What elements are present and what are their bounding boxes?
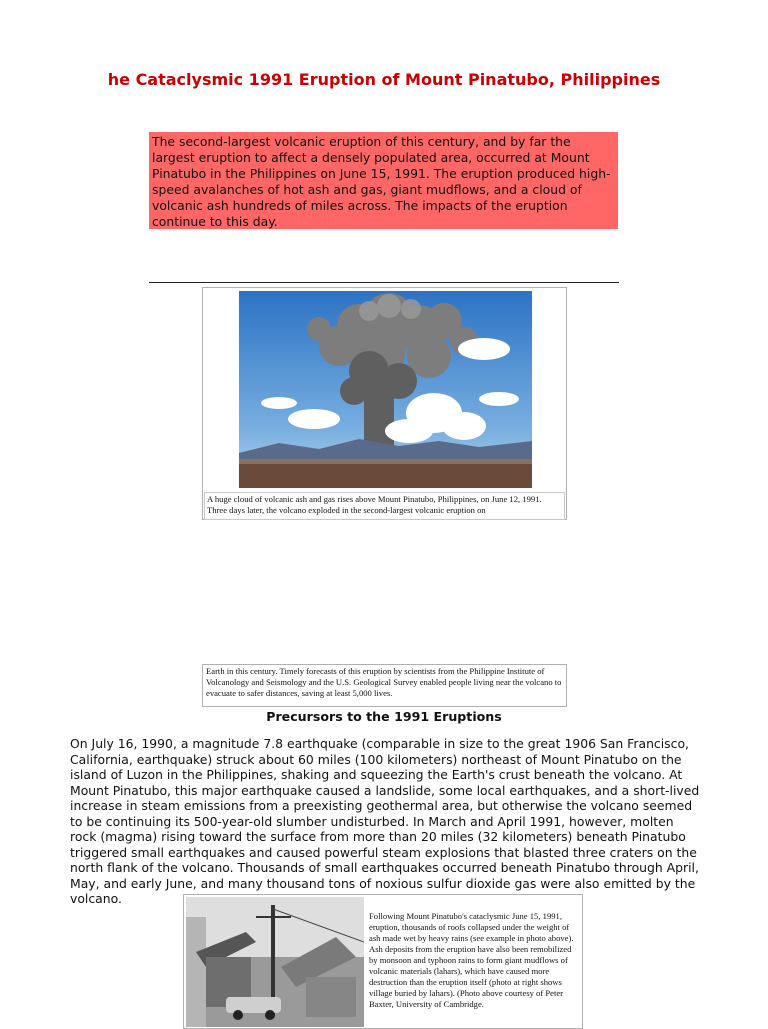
eruption-cloud-photo xyxy=(239,291,532,488)
collapsed-roofs-figure xyxy=(183,894,583,1029)
horizontal-divider xyxy=(149,282,619,283)
collapsed-roofs-photo xyxy=(186,897,364,1027)
section-heading: Precursors to the 1991 Eruptions xyxy=(266,709,502,724)
intro-summary-box: The second-largest volcanic eruption of this century, and by far the largest eruption to affect a densely populated area, occurred at Mount Pinatubo in the Philippines on June 15, 1991. The eruption produced high-speed avalanches of hot ash and gas, giant mudflows, and a cloud of volcanic ash hundreds of miles across. The impacts of the eruption continue to this day. xyxy=(149,132,618,229)
eruption-photo-figure xyxy=(202,287,567,520)
body-paragraph: On July 16, 1990, a magnitude 7.8 earthquake (comparable in size to the great 1906 San Francisco, California, earthquake) struck about 60 miles (100 kilometers) northeast of Mount Pinatubo on the island of Luzon in the Philippines, shaking and squeezing the Earth's crust beneath the volcano. At Mount Pinatubo, this major earthquake caused a landslide, some local earthquakes, and a short-lived increase in steam emissions from a preexisting geothermal area, but otherwise the volcano seemed to be continuing its 500-year-old slumber undisturbed. In March and April 1991, however, molten rock (magma) rising toward the surface from more than 20 miles (32 kilometers) beneath Pinatubo triggered small earthquakes and caused powerful steam explosions that blasted three craters on the north flank of the volcano. Thousands of small earthquakes occurred beneath Pinatubo through April, May, and early June, and many thousand tons of noxious sulfur dioxide gas were also emitted by the volcano. xyxy=(70,736,700,906)
page-title: he Cataclysmic 1991 Eruption of Mount Pinatubo, Philippines xyxy=(107,70,661,89)
figure-caption: Following Mount Pinatubo's cataclysmic June 15, 1991, eruption, thousands of roofs collapsed under the weight of ash made wet by heavy rains (see example in photo above). Ash deposits from the eruption have also been remobilized by monsoon and typhoon rains to form giant mudflows of volcanic materials (lahars), which have caused more destruction than the eruption itself (photo at right shows village buried by lahars). (Photo above courtesy of Peter Baxter, University of Cambridge. xyxy=(369,911,574,1009)
figure-caption-continuation: Earth in this century. Timely forecasts of this eruption by scientists from the Philippine Institute of Volcanology and Seismology and the U.S. Geological Survey enabled people living near the volcano to evacuate to safer distances, saving at least 5,000 lives. xyxy=(202,664,567,707)
figure-caption: A huge cloud of volcanic ash and gas rises above Mount Pinatubo, Philippines, on June 12, 1991. Three days later, the volcano exploded in the second-largest volcanic eruption on xyxy=(204,492,565,520)
